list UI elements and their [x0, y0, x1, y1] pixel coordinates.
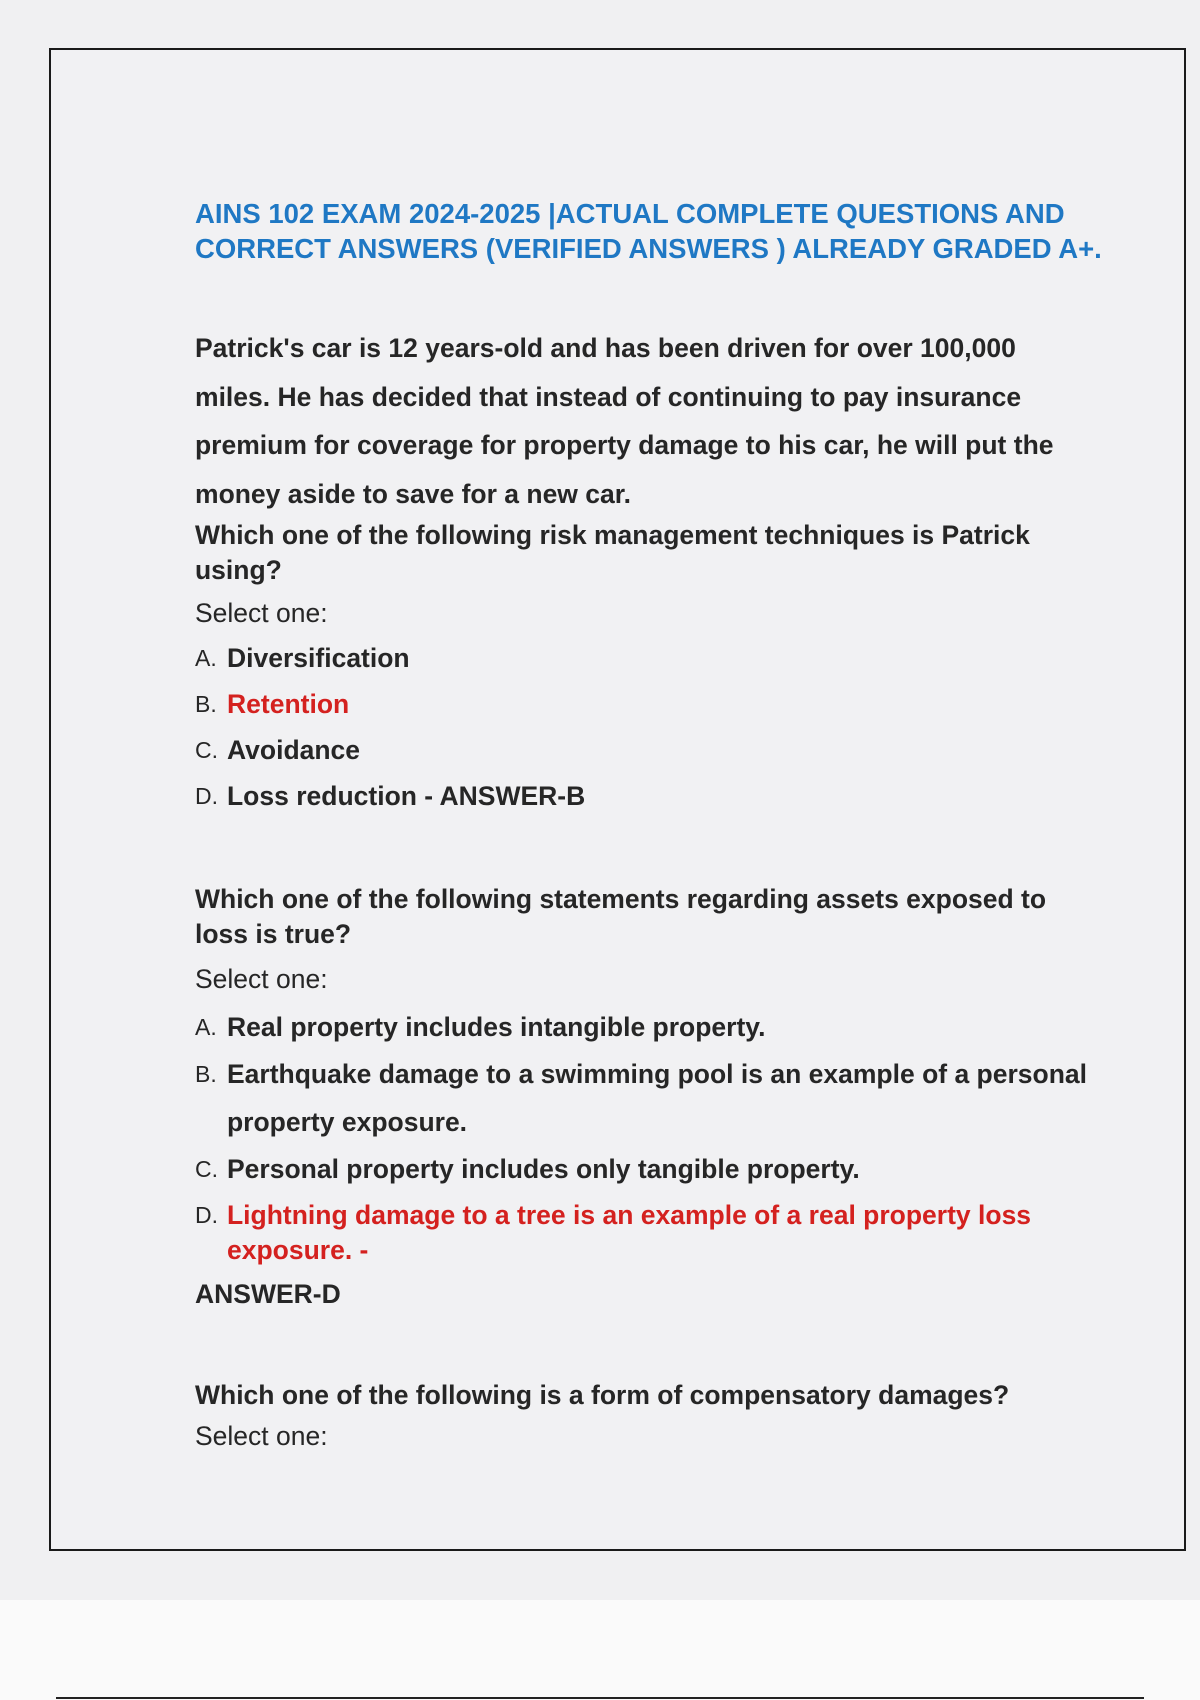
prompt-line: Which one of the following is a form of compensatory damages? — [195, 1380, 1010, 1410]
prompt-line: Which one of the following risk management techniques is Patrick — [195, 520, 1030, 550]
document-page — [49, 48, 1186, 1551]
option-text: Diversification — [227, 643, 410, 673]
option-letter: C. — [195, 1156, 218, 1182]
question-3 — [195, 1378, 1155, 1456]
question-1 — [195, 324, 1155, 819]
page-divider — [56, 1697, 1144, 1699]
question-1-prompt — [195, 518, 1155, 588]
option-d[interactable] — [195, 773, 1155, 819]
prompt-line: loss is true? — [195, 919, 352, 949]
question-1-scenario — [195, 324, 1155, 518]
option-letter: B. — [195, 1061, 217, 1087]
option-c[interactable] — [195, 1146, 1155, 1192]
answer-label: ANSWER-D — [195, 1279, 341, 1309]
select-one-label: Select one: — [195, 1421, 328, 1451]
option-b[interactable] — [195, 1050, 1155, 1146]
select-one-label: Select one: — [195, 964, 328, 994]
option-letter: D. — [195, 783, 218, 809]
scenario-line: miles. He has decided that instead of continuing to pay insurance — [195, 381, 1022, 412]
next-page-strip — [0, 1600, 1200, 1700]
scenario-line: premium for coverage for property damage to his car, he will put the — [195, 430, 1054, 460]
scenario-line: money aside to save for a new car. — [195, 478, 631, 509]
option-text: Earthquake damage to a swimming pool is an example of a personal property exposure. — [227, 1059, 1088, 1137]
option-text-correct: Retention — [227, 689, 350, 719]
title-line-2: CORRECT ANSWERS (VERIFIED ANSWERS ) ALREADY GRADED A+. — [195, 233, 1102, 264]
prompt-line: Which one of the following statements regarding assets exposed to — [195, 884, 1047, 914]
question-2 — [195, 882, 1155, 1314]
scenario-line: Patrick's car is 12 years-old and has been driven for over 100,000 — [195, 333, 1016, 363]
prompt-line: using? — [195, 555, 282, 585]
select-one-label: Select one: — [195, 598, 328, 628]
document-title — [195, 196, 1155, 266]
title-line-1: AINS 102 EXAM 2024-2025 |ACTUAL COMPLETE QUESTIONS AND — [195, 198, 1065, 229]
option-d-correct[interactable] — [195, 1192, 1155, 1274]
question-2-prompt — [195, 882, 1155, 952]
option-a[interactable] — [195, 1004, 1155, 1050]
option-text: Avoidance — [227, 735, 361, 765]
option-c[interactable] — [195, 727, 1155, 773]
option-text: Real property includes intangible property. — [227, 1012, 766, 1042]
option-letter: A. — [195, 1014, 217, 1040]
document-content — [195, 196, 1155, 1456]
option-letter: C. — [195, 737, 218, 763]
option-b-correct[interactable] — [195, 681, 1155, 727]
option-text: Personal property includes only tangible property. — [227, 1154, 860, 1184]
option-letter: A. — [195, 645, 217, 671]
option-letter: D. — [195, 1202, 218, 1228]
question-3-prompt — [195, 1378, 1155, 1413]
option-a[interactable] — [195, 635, 1155, 681]
question-2-options — [195, 1004, 1155, 1274]
option-text-correct: Lightning damage to a tree is an example of a real property loss exposure. - — [227, 1200, 1032, 1265]
option-letter: B. — [195, 691, 217, 717]
option-text: Loss reduction - ANSWER-B — [227, 781, 586, 811]
question-1-options — [195, 635, 1155, 819]
